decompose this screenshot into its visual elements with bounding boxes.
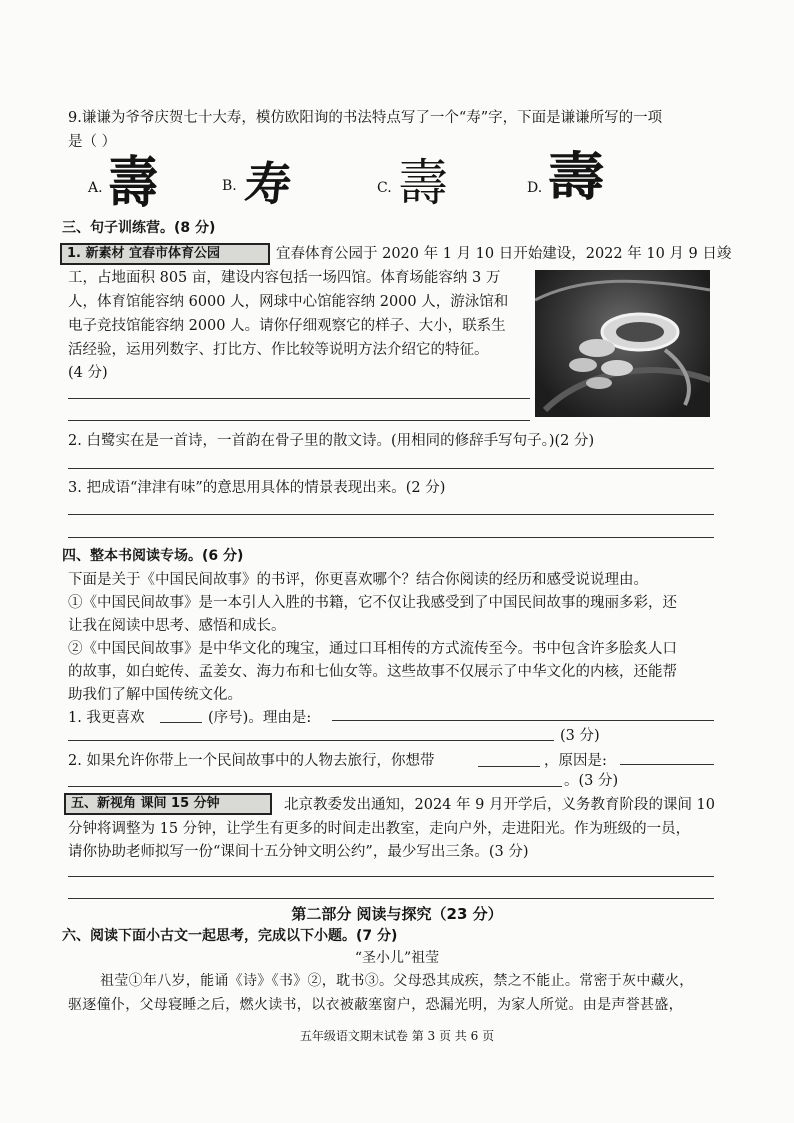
section3-q1-line-5: 活经验，运用列数字、打比方、作比较等说明方法介绍它的特征。 — [68, 342, 489, 358]
section4-q1-choice-blank[interactable] — [160, 722, 202, 723]
section4-q2-reason-blank[interactable] — [620, 764, 714, 765]
section4-line-5: 的故事，如白蛇传、孟姜女、海力布和七仙女等。这些故事不仅展示了中华文化的内核，还能帮 — [68, 664, 677, 680]
section3-q1-line-6: (4 分) — [68, 365, 108, 381]
section3-q1-line-4: 电子竞技馆能容纳 2000 人。请你仔细观察它的样子、大小，联系生 — [68, 318, 506, 334]
answer-line-5a — [68, 876, 714, 877]
answer-line-3-2 — [68, 468, 714, 469]
passage-title: “圣小儿”祖莹 — [354, 950, 440, 966]
section5-tag: 五、新视角 课间 15 分钟 — [64, 793, 272, 815]
part2-title: 第二部分 阅读与探究（23 分） — [291, 905, 503, 923]
part2-section6-heading: 六、阅读下面小古文一起思考，完成以下小题。(7 分) — [62, 928, 398, 944]
section5-line-3: 请你协助老师拟写一份“课间十五分钟文明公约”，最少写出三条。(3 分) — [68, 844, 529, 860]
section5-line-2: 分钟将调整为 15 分钟，让学生有更多的时间走出教室，走向户外，走进阳光。作为班级的一员， — [68, 821, 691, 837]
q9-option-d-glyph: 壽 — [547, 147, 605, 208]
section4-line-1: 下面是关于《中国民间故事》的书评，你更喜欢哪个？结合你阅读的经历和感受说说理由。 — [68, 572, 648, 588]
section5-line-1: 北京教委发出通知，2024 年 9 月开学后，义务教育阶段的课间 10 — [284, 797, 716, 813]
sports-park-aerial-photo — [535, 270, 710, 417]
q9-option-d-label: D. — [527, 180, 543, 196]
section4-q2-reason-blank-2[interactable] — [68, 786, 562, 787]
section4-q1-prefix: 1. 我更喜欢 — [68, 710, 145, 726]
q9-line-2: 是（ ） — [68, 134, 117, 150]
section4-q1-score: (3 分) — [560, 728, 600, 744]
section3-q2: 2. 白鹭实在是一首诗，一首韵在骨子里的散文诗。(用相同的修辞手写句子。)(2 分) — [68, 433, 595, 449]
q9-option-b-glyph: 寿 — [242, 157, 294, 211]
q9-option-c-label: C. — [377, 180, 392, 196]
answer-line-3-3b — [68, 537, 714, 538]
answer-line-5b — [68, 898, 714, 899]
q9-option-c-glyph: 壽 — [398, 154, 448, 212]
q9-line-1: 9.谦谦为爷爷庆贺七十大寿，模仿欧阳询的书法特点写了一个“寿”字，下面是谦谦所写的一项 — [68, 110, 663, 126]
q9-option-a-label: A. — [88, 180, 103, 196]
section4-line-6: 助我们了解中国传统文化。 — [68, 687, 242, 703]
passage-line-2: 驱逐僮仆，父母寝睡之后，燃火读书，以衣被蔽塞窗户，恐漏光明，为家人所觉。由是声誉甚盛， — [68, 997, 683, 1013]
section4-q2-person-blank[interactable] — [478, 766, 540, 767]
section4-q1-reason-blank-2[interactable] — [68, 740, 554, 741]
section3-heading: 三、句子训练营。(8 分) — [62, 220, 216, 236]
section4-line-4: ②《中国民间故事》是中华文化的瑰宝，通过口耳相传的方式流传至今。书中包含许多脍炙人口 — [68, 641, 677, 657]
answer-line-3-3a — [68, 514, 714, 515]
section4-line-2: ①《中国民间故事》是一本引人入胜的书籍，它不仅让我感受到了中国民间故事的瑰丽多彩，还 — [68, 595, 677, 611]
page-footer: 五年级语文期末试卷 第 3 页 共 6 页 — [299, 1029, 495, 1043]
answer-line-3-1a — [68, 398, 530, 399]
section4-q2-prefix: 2. 如果允许你带上一个民间故事中的人物去旅行，你想带 — [68, 753, 435, 769]
section3-q1-tag: 1. 新素材 宜春市体育公园 — [60, 243, 270, 265]
section4-q2-reason-label: ，原因是: — [544, 753, 607, 769]
section4-line-3: 让我在阅读中思考、感悟和成长。 — [68, 618, 286, 634]
q9-option-a-glyph: 壽 — [108, 150, 158, 215]
section4-q1-reason-blank[interactable] — [332, 720, 714, 721]
section4-q1-reason-label: (序号)。理由是: — [208, 710, 312, 726]
q9-option-b-label: B. — [222, 178, 237, 194]
stadium-illustration — [535, 270, 710, 417]
answer-line-3-1b — [68, 420, 530, 421]
section4-heading: 四、整本书阅读专场。(6 分) — [62, 548, 244, 564]
section3-q1-line-1: 宜春体育公园于 2020 年 1 月 10 日开始建设，2022 年 10 月 9 日竣 — [276, 246, 732, 262]
section3-q3: 3. 把成语“津津有味”的意思用具体的情景表现出来。(2 分) — [68, 480, 446, 496]
passage-line-1: 祖莹①年八岁，能诵《诗》《书》②，耽书③。父母恐其成疾，禁之不能止。常密于灰中藏火， — [100, 973, 694, 989]
section4-q2-score: 。(3 分) — [564, 773, 619, 789]
section3-q1-line-2: 工，占地面积 805 亩，建设内容包括一场四馆。体育场能容纳 3 万 — [68, 270, 501, 286]
section3-q1-line-3: 人，体育馆能容纳 6000 人，网球中心馆能容纳 2000 人，游泳馆和 — [68, 294, 509, 310]
